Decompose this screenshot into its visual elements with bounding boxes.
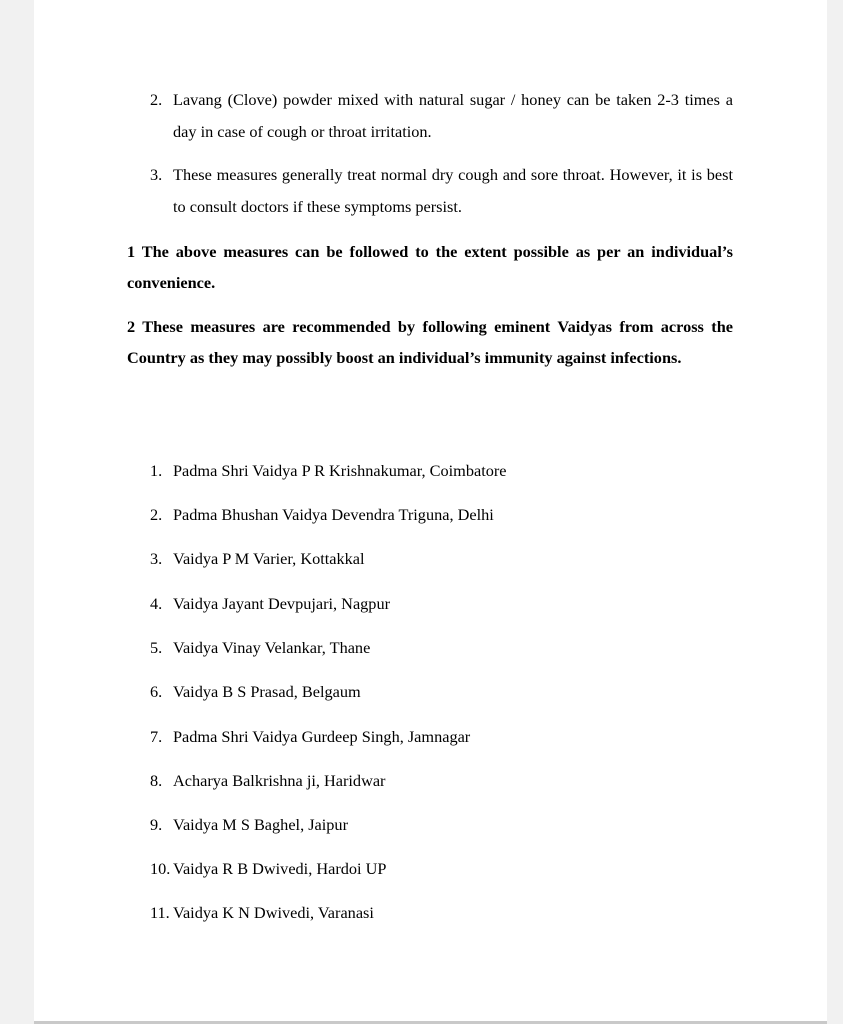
note-convenience: 1 The above measures can be followed to the extent possible as per an individual’s convenience. [127,242,733,292]
remedy-text: These measures generally treat normal dry cough and sore throat. However, it is best to consult doctors if these symptoms persist. [173,165,733,216]
vaidya-name: Padma Shri Vaidya P R Krishnakumar, Coimbatore [173,461,507,480]
vaidya-number: 4. [150,594,163,613]
vaidya-name: Vaidya K N Dwivedi, Varanasi [173,903,374,922]
vaidya-number: 10. [150,859,171,878]
remedy-number: 2. [150,90,163,109]
vaidya-name: Vaidya M S Baghel, Jaipur [173,815,348,834]
remedy-item-consult [150,159,733,223]
note-vaidyas: 2 These measures are recommended by following eminent Vaidyas from across the Country as they may possibly boost an individual’s immunity against infections. [127,317,733,367]
vaidya-number: 5. [150,638,163,657]
remedy-item-clove [150,84,733,148]
vaidya-name: Vaidya Vinay Velankar, Thane [173,638,371,657]
vaidya-name: Vaidya Jayant Devpujari, Nagpur [173,594,391,613]
vaidya-name: Vaidya P M Varier, Kottakkal [173,549,365,568]
vaidya-number: 1. [150,461,163,480]
vaidya-name: Vaidya B S Prasad, Belgaum [173,682,361,701]
remedy-text: Lavang (Clove) powder mixed with natural sugar / honey can be taken 2-3 times a day in case of cough or throat irritation. [173,90,733,141]
vaidya-number: 9. [150,815,163,834]
vaidya-number: 6. [150,682,163,701]
vaidya-number: 8. [150,771,163,790]
vaidya-number: 3. [150,549,163,568]
vaidya-number: 11. [150,903,170,922]
remedy-number: 3. [150,165,163,184]
vaidya-number: 7. [150,727,163,746]
vaidya-name: Vaidya R B Dwivedi, Hardoi UP [173,859,387,878]
vaidya-name: Padma Bhushan Vaidya Devendra Triguna, Delhi [173,505,494,524]
vaidya-number: 2. [150,505,163,524]
vaidya-name: Padma Shri Vaidya Gurdeep Singh, Jamnagar [173,727,471,746]
vaidya-name: Acharya Balkrishna ji, Haridwar [173,771,386,790]
